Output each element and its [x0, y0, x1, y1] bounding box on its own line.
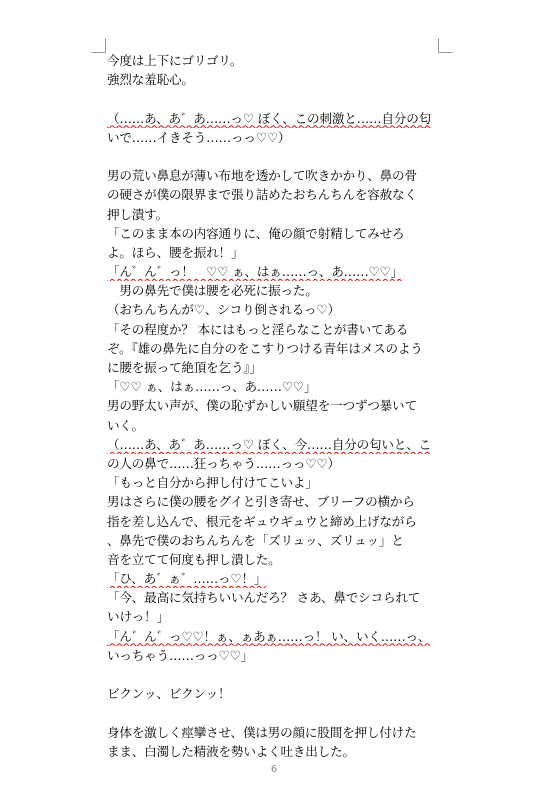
text-line: の硬さが僕の限界まで張り詰めたおちんちんを容赦なく — [107, 187, 417, 203]
text-line — [107, 89, 437, 108]
text-line: いけっ！」 — [107, 609, 169, 625]
text-line: 「ん゛ん゛っ♡♡！ぁ、ぁあぁ……っ！ い、いく……っ、 — [107, 628, 431, 644]
text-line: 「その程度か？ 本にはもっと淫らなことが書いてある — [107, 321, 409, 337]
text-line: よ。ほら、腰を振れ！」 — [107, 244, 244, 260]
crop-mark-top-left — [91, 38, 106, 53]
text-line: いで……イきそう……っっ♡♡） — [107, 129, 291, 145]
text-line — [107, 703, 437, 722]
text-line: ビクンッ、ビクンッ！ — [107, 686, 231, 702]
text-line: 男はさらに僕の腰をグイと引き寄せ、ブリーフの横から — [107, 494, 415, 510]
text-line: 音を立てて何度も押し潰した。 — [107, 551, 281, 567]
text-line: 今度は上下にゴリゴリ。 — [107, 53, 243, 68]
text-line: 、鼻先で僕のおちんちんを「ズリュッ、ズリュッ」と — [107, 532, 404, 548]
page-number: 6 — [270, 764, 278, 775]
text-line: 「ん゛ん゛っ！ ♡♡ ぁ、はぁ……っ、あ……♡♡」 — [107, 264, 404, 280]
text-line: 「今、最高に気持ちいいんだろ？ さあ、鼻でシコられて — [107, 590, 421, 606]
text-line: 指を差し込んで、根元をギュウギュウと締め上げながら — [107, 513, 417, 529]
text-line: 男の荒い鼻息が薄い布地を透かして吹きかかり、鼻の骨 — [107, 168, 417, 184]
text-line: 男の鼻先で僕は腰を必死に振った。 — [107, 283, 318, 299]
text-line: 強烈な羞恥心。 — [107, 72, 194, 88]
text-line: 「もっと自分から押し付けてこいよ」 — [107, 475, 318, 491]
text-line: いっちゃう……っっ♡♡」 — [107, 647, 254, 663]
text-line: 「このまま本の内容通りに、俺の顔で射精してみせろ — [107, 225, 405, 241]
crop-mark-top-right — [438, 38, 453, 53]
text-line — [107, 665, 437, 684]
text-line: 「♡♡ ぁ、はぁ……っ、あ……♡♡」 — [107, 379, 317, 395]
text-line: いく。 — [107, 417, 144, 433]
text-line: （……あ、あ゛あ……っ♡ ぼく、この刺激と……自分の匂 — [107, 110, 431, 126]
text-line: に腰を振って絶頂を乞う』」 — [107, 360, 262, 375]
text-line: 「ひ、あ゛ぁ゛……っ♡！」 — [107, 571, 267, 587]
text-line: ぞ。『雄の鼻先に自分のをこすりつける青年はメスのよう — [107, 340, 423, 356]
text-line: 男の野太い声が、僕の恥ずかしい願望を一つずつ暴いて — [107, 398, 417, 414]
text-line: 押し潰す。 — [107, 206, 168, 222]
text-line: （……あ、あ゛あ……っ♡ ぼく、今……自分の匂いと、こ — [107, 436, 431, 452]
text-line: まま、白濁した精液を勢いよく吐き出した。 — [107, 743, 355, 759]
text-line: の人の鼻で……狂っちゃう……っっ♡♡） — [107, 455, 340, 471]
text-line: （おちんちんが♡、シコり倒されるっ♡） — [107, 302, 340, 318]
body-text[interactable] — [107, 51, 437, 761]
text-line: 身体を激しく痙攣させ、僕は男の顔に股間を押し付けた — [107, 724, 417, 740]
text-line — [107, 147, 437, 166]
